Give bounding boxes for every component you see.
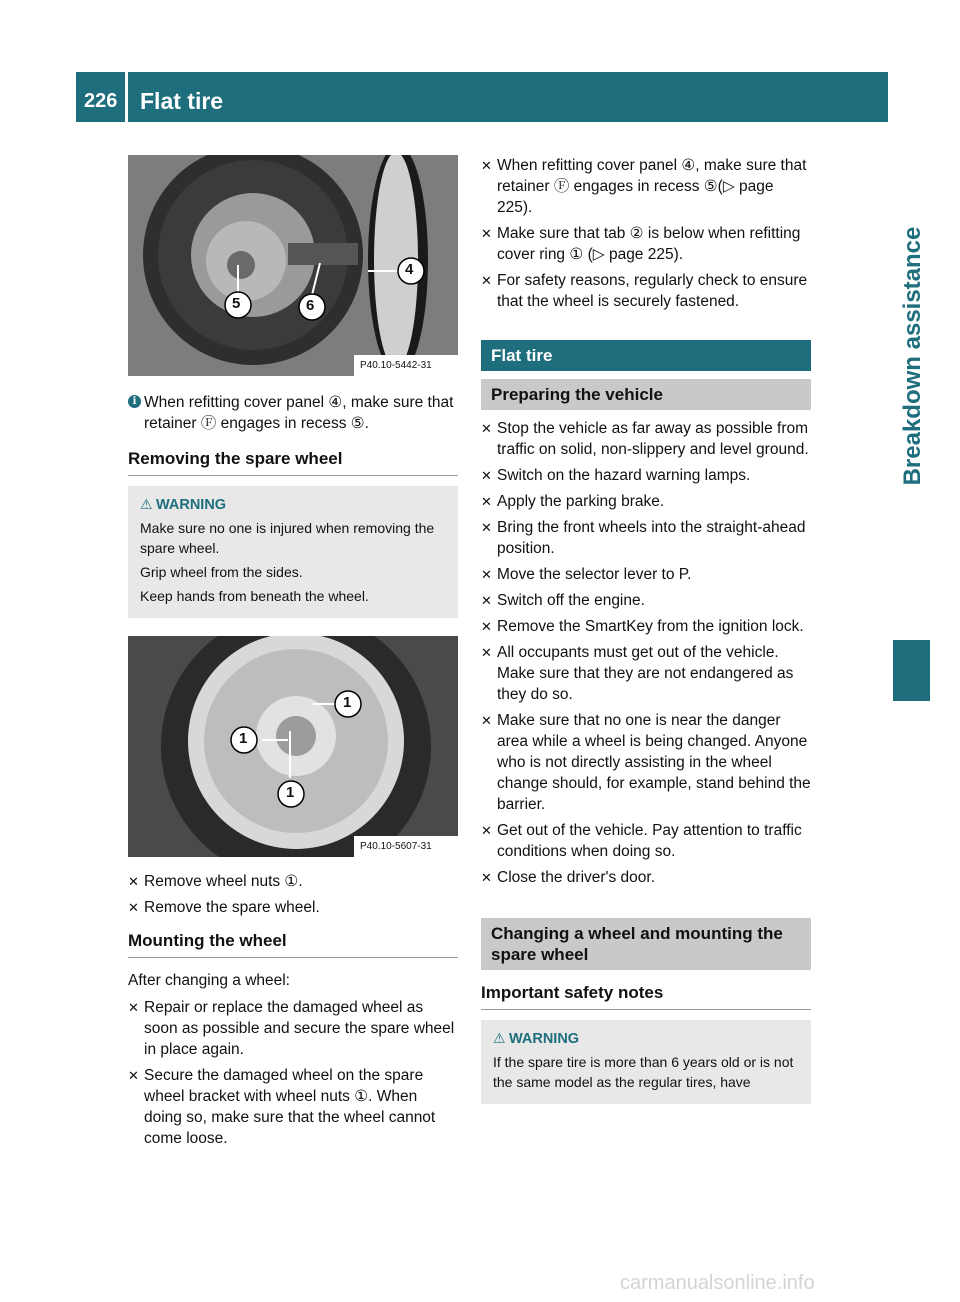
warning-box	[481, 1020, 811, 1104]
info-note-text: When refitting cover panel ④, make sure that retainer Ⓕ engages in recess ⑤.	[144, 394, 454, 432]
step-marker-icon: ✕	[481, 713, 492, 728]
step-item: ✕ When refitting cover panel ④, make sure that retainer Ⓕ engages in recess ⑤(▷ page 225).	[481, 157, 807, 216]
step-marker-icon: ✕	[481, 226, 492, 241]
info-icon: i	[128, 395, 141, 408]
step-item: ✕ Stop the vehicle as far away as possible from traffic on solid, non-slippery and level ground.	[481, 420, 809, 458]
warning-line: Grip wheel from the sides.	[140, 564, 303, 580]
mounting-heading: Mounting the wheel	[128, 930, 458, 958]
step-marker-icon: ✕	[481, 273, 492, 288]
figure-spare-wheel-cover	[128, 155, 458, 376]
step-item: ✕ Make sure that tab ② is below when refitting cover ring ① (▷ page 225).	[481, 225, 801, 263]
step-item: ✕ For safety reasons, regularly check to ensure that the wheel is securely fastened.	[481, 272, 808, 310]
step-marker-icon: ✕	[128, 1000, 139, 1015]
callout-1: 1	[239, 730, 248, 747]
warning-title: WARNING	[156, 497, 227, 513]
step-item: ✕ Move the selector lever to P.	[481, 566, 692, 583]
step-marker-icon: ✕	[481, 520, 492, 535]
section-tab-label: Breakdown assistance	[899, 226, 926, 486]
step-item: ✕ Remove the spare wheel.	[128, 899, 320, 916]
step-marker-icon: ✕	[481, 619, 492, 634]
step-item: ✕ Get out of the vehicle. Pay attention to traffic conditions when doing so.	[481, 822, 802, 860]
callout-5: 5	[232, 295, 241, 312]
watermark: carmanualsonline.info	[620, 1272, 815, 1294]
flat-tire-section-heading: Flat tire	[481, 340, 811, 371]
callout-4: 4	[405, 261, 414, 278]
preparing-heading: Preparing the vehicle	[481, 379, 811, 410]
warning-box	[128, 486, 458, 618]
step-item: ✕ Close the driver's door.	[481, 869, 656, 886]
warning-line: Keep hands from beneath the wheel.	[140, 588, 369, 604]
step-marker-icon: ✕	[481, 158, 492, 173]
step-item: ✕ Switch on the hazard warning lamps.	[481, 467, 751, 484]
page-number: 226	[84, 90, 118, 112]
step-item: ✕ Apply the parking brake.	[481, 493, 665, 510]
callout-1: 1	[343, 694, 352, 711]
removing-heading: Removing the spare wheel	[128, 448, 458, 476]
warning-icon: ⚠	[140, 496, 153, 512]
page-title: Flat tire	[140, 88, 224, 114]
section-tab	[893, 72, 933, 632]
step-marker-icon: ✕	[481, 421, 492, 436]
callout-6: 6	[306, 297, 315, 314]
important-heading: Important safety notes	[481, 982, 811, 1010]
step-item: ✕ Remove wheel nuts ①.	[128, 873, 303, 890]
warning-line: Make sure no one is injured when removing the spare wheel.	[140, 520, 435, 556]
step-item: ✕ Switch off the engine.	[481, 592, 645, 609]
figure-code: P40.10-5607-31	[360, 841, 432, 852]
step-marker-icon: ✕	[481, 468, 492, 483]
figure-code: P40.10-5442-31	[360, 360, 432, 371]
callout-1: 1	[286, 784, 295, 801]
header-divider	[125, 72, 128, 122]
info-note	[128, 392, 458, 434]
step-item: ✕ Bring the front wheels into the straight-ahead position.	[481, 519, 806, 557]
prep-steps-list	[481, 418, 811, 888]
changing-heading: Changing a wheel and mounting the spare wheel	[481, 918, 811, 970]
warning-title: WARNING	[509, 1031, 580, 1047]
step-marker-icon: ✕	[481, 645, 492, 660]
step-marker-icon: ✕	[481, 870, 492, 885]
step-marker-icon: ✕	[481, 494, 492, 509]
step-marker-icon: ✕	[481, 593, 492, 608]
step-marker-icon: ✕	[128, 1068, 139, 1083]
step-marker-icon: ✕	[481, 823, 492, 838]
warning-line: If the spare tire is more than 6 years old or is not the same model as the regular tires, have	[493, 1054, 794, 1090]
step-marker-icon: ✕	[481, 567, 492, 582]
section-marker	[893, 640, 930, 701]
figure-wheel-nuts	[128, 636, 458, 857]
step-item: ✕ Remove the SmartKey from the ignition lock.	[481, 618, 804, 635]
after-changing-text: After changing a wheel:	[128, 972, 290, 989]
step-marker-icon: ✕	[128, 900, 139, 915]
warning-icon: ⚠	[493, 1030, 506, 1046]
step-item: ✕ All occupants must get out of the vehicle. Make sure that they are not endangered as they do so.	[481, 644, 794, 703]
step-marker-icon: ✕	[128, 874, 139, 889]
step-item: ✕ Make sure that no one is near the danger area while a wheel is being changed. Anyone who is not directly assisting in the wheel change should, for example, stand behind the barrier.	[481, 712, 811, 813]
step-item: ✕ Repair or replace the damaged wheel as soon as possible and secure the spare wheel in place again.	[128, 999, 455, 1058]
step-item: ✕ Secure the damaged wheel on the spare wheel bracket with wheel nuts ①. When doing so, make sure that the wheel cannot come loose.	[128, 1067, 436, 1147]
